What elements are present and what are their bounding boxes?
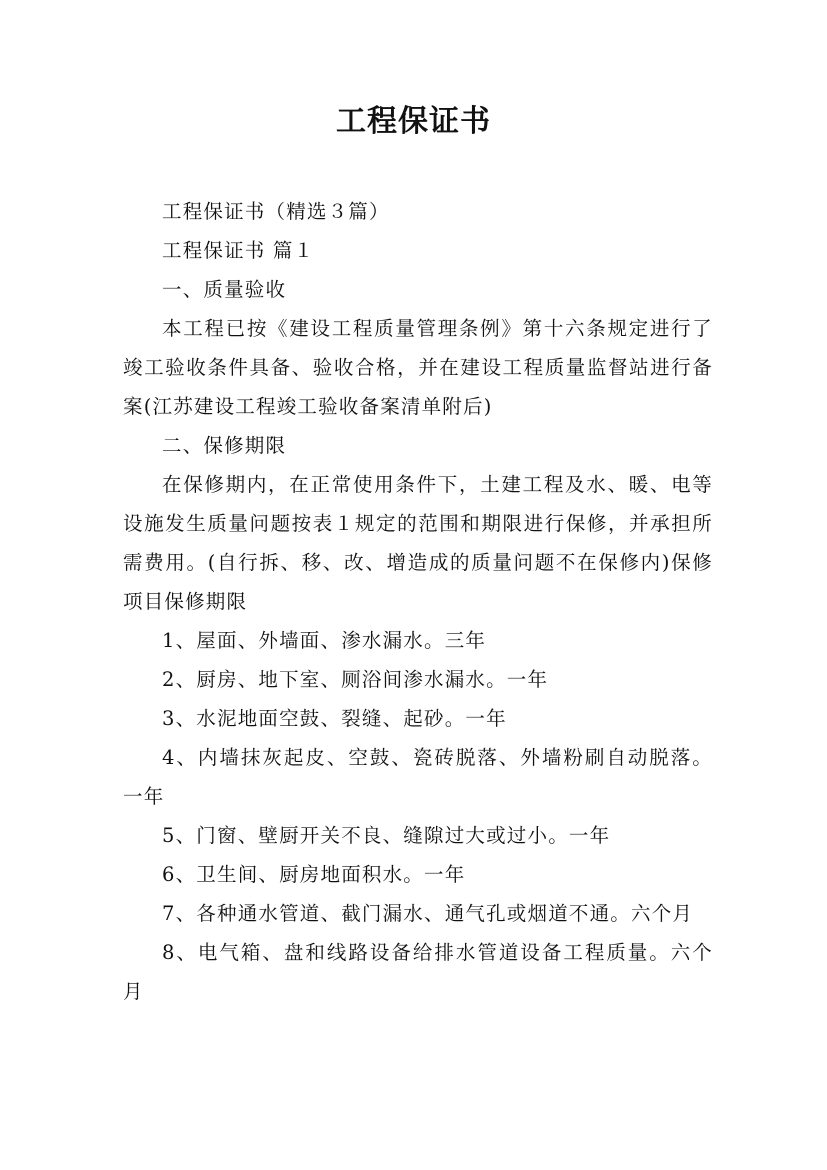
- warranty-item: 2、厨房、地下室、厕浴间渗水漏水。一年: [162, 668, 549, 691]
- paragraph-section-heading: 工程保证书 篇１: [162, 239, 315, 262]
- paragraph-subtitle: 工程保证书（精选３篇）: [162, 200, 390, 223]
- paragraph-quality-text: 本工程已按《建设工程质量管理条例》第十六条规定进行了竣工验收条件具备、验收合格，并在建设工程质量监督站进行备案(江苏建设工程竣工验收备案清单附后): [123, 317, 713, 418]
- paragraph-heading-quality: 一、质量验收: [162, 278, 287, 301]
- document-body: [123, 192, 713, 1011]
- warranty-item: 3、水泥地面空鼓、裂缝、起砂。一年: [162, 707, 507, 730]
- paragraph-heading-warranty: 二、保修期限: [162, 434, 287, 457]
- document-title: 工程保证书: [336, 104, 491, 139]
- warranty-item: 4、内墙抹灰起皮、空鼓、瓷砖脱落、外墙粉刷自动脱落。一年: [123, 746, 713, 808]
- warranty-item: 1、屋面、外墙面、渗水漏水。三年: [162, 629, 487, 652]
- warranty-item: 5、门窗、壁厨开关不良、缝隙过大或过小。一年: [162, 824, 611, 847]
- warranty-item: 6、卫生间、厨房地面积水。一年: [162, 863, 466, 886]
- paragraph-warranty-text: 在保修期内，在正常使用条件下，土建工程及水、暖、电等设施发生质量问题按表１规定的范围和期限进行保修，并承担所需费用。(自行拆、移、改、增造成的质量问题不在保修内)保修项目保修期限: [123, 473, 713, 613]
- warranty-item: 7、各种通水管道、截门漏水、通气孔或烟道不通。六个月: [162, 902, 694, 925]
- warranty-item: 8、电气箱、盘和线路设备给排水管道设备工程质量。六个月: [123, 941, 713, 1003]
